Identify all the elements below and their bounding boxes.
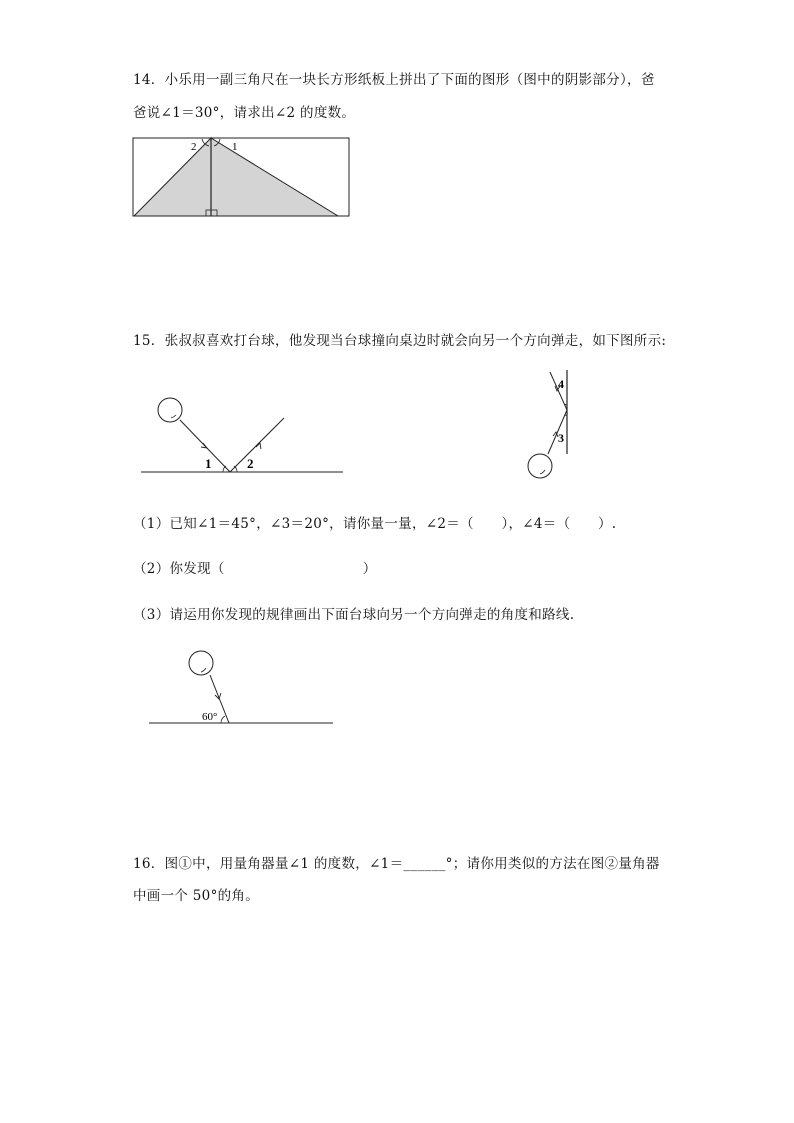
q15-figure-right (522, 366, 592, 486)
ball (158, 398, 182, 422)
q14-text-line1: 14．小乐用一副三角尺在一块长方形纸板上拼出了下面的图形（图中的阴影部分），爸 (133, 72, 655, 88)
angle1-label: 1 (232, 141, 238, 153)
q15-intro: 15．张叔叔喜欢打台球，他发现当台球撞向桌边时就会向另一个方向弹走，如下图所示: (133, 333, 667, 349)
q15-part1: （1）已知∠1＝45°，∠3＝20°，请你量一量，∠2＝（ ），∠4＝（ ）. (133, 516, 617, 532)
q15-part3: （3）请运用你发现的规律画出下面台球向另一个方向弹走的角度和路线. (133, 607, 575, 623)
angle1-label: 1 (205, 456, 212, 471)
set-square-left (134, 138, 211, 216)
q16-text-line2: 中画一个 50°的角。 (133, 888, 260, 904)
angle2-label: 2 (191, 141, 197, 153)
outgoing-arrow (256, 443, 261, 449)
angle-60-label: 60° (202, 711, 218, 723)
q15-figure-part3 (145, 645, 345, 735)
q16-text-line1: 16．图①中，用量角器量∠1 的度数，∠1＝______°；请你用类似的方法在图②量角器 (133, 856, 660, 872)
ball (189, 651, 213, 675)
angle3-label: 3 (558, 431, 564, 445)
angle2-label: 2 (247, 456, 254, 471)
q14-figure (130, 134, 360, 224)
set-square-right (211, 138, 338, 216)
ball (528, 454, 552, 478)
q14-text-line2: 爸说∠1＝30°，请求出∠2 的度数。 (133, 105, 356, 121)
q15-figure-left (138, 390, 358, 500)
angle4-label: 4 (558, 377, 564, 391)
q15-part2: （2）你发现（ ） (133, 561, 377, 577)
outgoing-path (230, 418, 284, 472)
